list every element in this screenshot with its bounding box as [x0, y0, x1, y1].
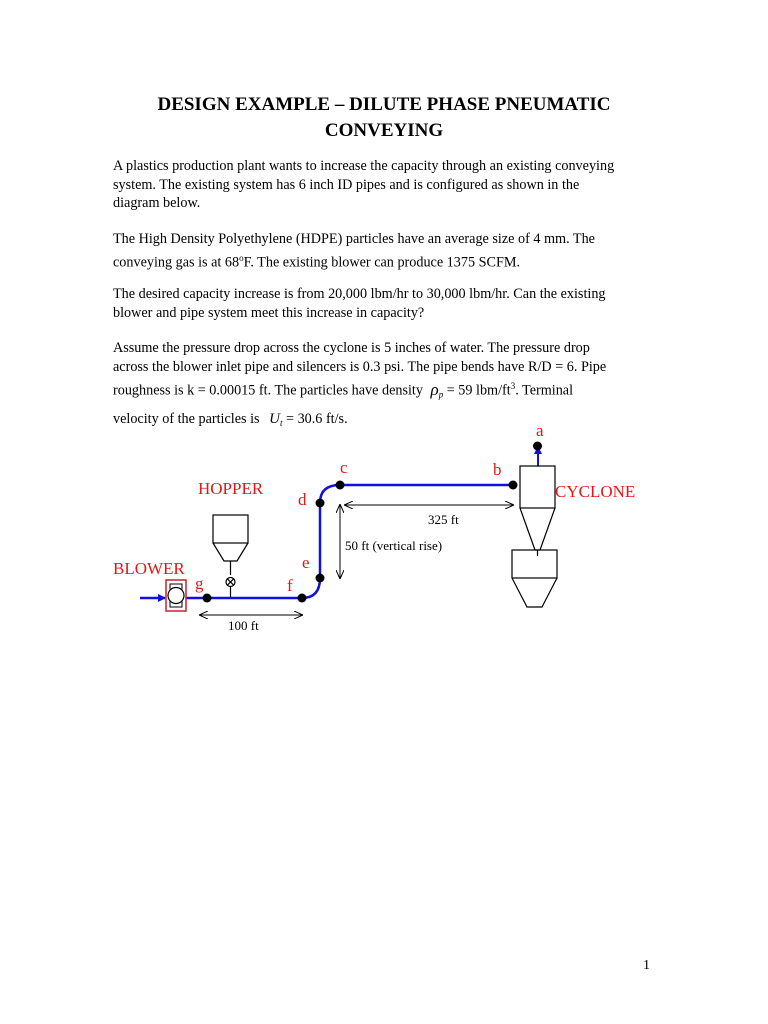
point-g-label: g [195, 574, 204, 593]
text-line: A plastics production plant wants to increase the capacity through an existing conveying [113, 158, 615, 174]
point-d-marker [316, 499, 325, 508]
hopper-shape [213, 515, 248, 597]
document-title [100, 92, 668, 144]
dimension-325ft-label: 325 ft [428, 512, 459, 527]
u-subscript: t [279, 418, 283, 429]
cube-superscript: 3 [510, 381, 516, 391]
rho-symbol: ρ [430, 379, 439, 399]
point-c-label: c [340, 458, 348, 477]
text-segment: velocity of the particles is [113, 411, 264, 428]
point-f-label: f [287, 576, 293, 595]
text-line: system. The existing system has 6 inch ID pipes and is configured as shown in the [113, 176, 580, 193]
point-e-marker [316, 574, 325, 583]
text-segment: conveying gas is at 68 [113, 254, 240, 271]
point-f-marker [298, 594, 307, 603]
paragraph-intro [113, 157, 673, 213]
paragraph-assumptions [113, 339, 673, 433]
text-segment: roughness is k = 0.00015 ft. The particles have density [113, 382, 427, 399]
paragraph-question [113, 285, 673, 322]
text-line: The High Density Polyethylene (HDPE) particles have an average size of 4 mm. The [113, 231, 595, 247]
rotary-valve-icon [226, 578, 235, 587]
cyclone-label: CYCLONE [555, 482, 636, 501]
pipe [186, 485, 513, 598]
dimension-50ft-label: 50 ft (vertical rise) [345, 538, 443, 553]
text-line: blower and pipe system meet this increase in capacity? [113, 304, 425, 321]
paragraph-particles [113, 230, 673, 272]
point-b-label: b [493, 460, 502, 479]
title-line-2: CONVEYING [324, 120, 444, 141]
point-b-marker [509, 481, 518, 490]
text-line [113, 377, 673, 404]
points [203, 442, 543, 603]
text-segment: F. The existing blower can produce 1375 SCFM. [243, 254, 521, 271]
point-c-marker [336, 481, 345, 490]
pipe-line [140, 447, 538, 598]
text-segment: . Terminal [515, 382, 574, 399]
blower-icon [166, 580, 186, 611]
rho-subscript: p [438, 389, 444, 400]
dimension-100ft-label: 100 ft [228, 618, 259, 633]
cyclone-shape [512, 466, 557, 607]
text-line: across the blower inlet pipe and silencers is 0.3 psi. The pipe bends have R/D = 6. Pipe [113, 358, 607, 375]
page-number: 1 [643, 958, 650, 973]
blower-label: BLOWER [113, 559, 185, 578]
u-symbol: U [269, 411, 280, 428]
dimension-lines [200, 505, 513, 615]
text-segment: = 59 lbm/ft [443, 382, 511, 399]
degree-superscript: o [239, 252, 244, 263]
point-a-marker [533, 442, 542, 451]
text-line: diagram below. [113, 195, 201, 211]
text-line: The desired capacity increase is from 20,000 lbm/hr to 30,000 lbm/hr. Can the existing [113, 286, 606, 302]
title-line-1: DESIGN EXAMPLE – DILUTE PHASE PNEUMATIC [157, 94, 611, 115]
hopper-label: HOPPER [198, 479, 264, 498]
point-d-label: d [298, 490, 307, 509]
text-segment: = 30.6 ft/s. [282, 411, 348, 428]
point-e-label: e [302, 553, 310, 572]
text-line [113, 249, 673, 272]
point-a-label: a [536, 421, 544, 440]
point-g-marker [203, 594, 212, 603]
text-line [113, 410, 673, 433]
text-line: Assume the pressure drop across the cyclone is 5 inches of water. The pressure drop [113, 340, 590, 356]
